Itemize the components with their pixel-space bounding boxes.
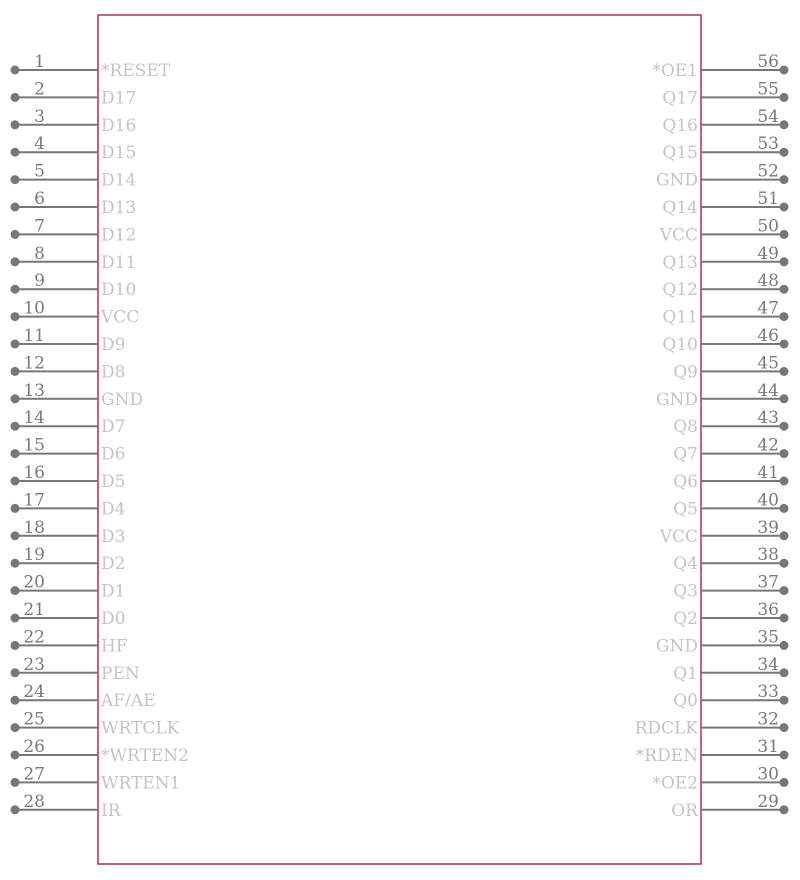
pin-number: 54	[757, 106, 779, 127]
pin-terminal-dot	[780, 668, 789, 677]
pin-number: 10	[23, 298, 45, 319]
pin-terminal-dot	[780, 394, 789, 403]
pin-terminal-dot	[780, 751, 789, 760]
pin-number: 32	[757, 709, 779, 730]
pin-terminal-dot	[780, 312, 789, 321]
right-pin	[673, 408, 788, 437]
pin-terminal-dot	[780, 230, 789, 239]
pin-name: GND	[101, 389, 144, 410]
pin-terminal-dot	[11, 367, 20, 376]
pin-number: 42	[757, 435, 779, 456]
pin-name: Q7	[673, 444, 698, 465]
right-pin	[659, 518, 789, 547]
pin-terminal-dot	[11, 422, 20, 431]
left-pin	[11, 381, 144, 410]
pin-number: 36	[757, 600, 779, 620]
pin-terminal-dot	[780, 285, 789, 294]
left-pin	[11, 162, 137, 191]
pin-terminal-dot	[780, 422, 789, 431]
pin-number: 20	[23, 572, 45, 593]
pin-name: D16	[101, 115, 137, 136]
pin-number: 17	[23, 490, 45, 511]
pin-terminal-dot	[11, 751, 20, 760]
pin-name: D0	[101, 609, 126, 629]
right-pin	[656, 627, 789, 656]
left-pin	[11, 326, 126, 355]
pin-terminal-dot	[780, 367, 789, 376]
pin-name: *OE2	[652, 773, 698, 794]
pin-terminal-dot	[11, 614, 20, 623]
pin-number: 19	[23, 545, 45, 566]
pin-name: D15	[101, 143, 137, 164]
left-pin	[11, 244, 137, 273]
pin-name: D8	[101, 362, 126, 383]
pin-terminal-dot	[11, 175, 20, 184]
pin-number: 52	[757, 161, 779, 182]
pin-terminal-dot	[11, 531, 20, 540]
pin-name: D14	[101, 170, 137, 191]
pin-number: 33	[757, 682, 779, 703]
pin-name: Q12	[662, 280, 698, 301]
right-pin	[673, 353, 788, 382]
pin-number: 41	[757, 463, 779, 483]
pin-number: 13	[23, 380, 45, 401]
pin-number: 51	[757, 189, 779, 209]
left-pin	[11, 655, 140, 684]
pin-name: VCC	[659, 526, 698, 547]
pin-number: 53	[757, 134, 779, 155]
pin-name: GND	[655, 636, 698, 657]
pin-terminal-dot	[11, 394, 20, 403]
pin-terminal-dot	[11, 586, 20, 595]
pin-name: Q13	[662, 252, 698, 273]
pin-number: 5	[34, 161, 45, 182]
pin-terminal-dot	[780, 477, 789, 486]
pin-name: Q9	[673, 362, 698, 383]
pin-name: D1	[101, 581, 126, 602]
right-pin	[652, 764, 788, 793]
pin-name: D10	[101, 280, 137, 301]
pin-number: 15	[23, 435, 45, 456]
pin-name: D13	[101, 198, 137, 218]
left-pin	[11, 216, 137, 245]
left-pin	[11, 299, 140, 328]
pin-number: 39	[757, 517, 779, 538]
pin-terminal-dot	[11, 668, 20, 677]
pin-terminal-dot	[11, 477, 20, 486]
left-pin	[11, 408, 126, 437]
right-pin	[673, 600, 788, 629]
pin-number: 1	[34, 52, 45, 72]
pin-terminal-dot	[780, 559, 789, 568]
right-pin	[673, 655, 788, 684]
pin-name: Q8	[673, 417, 698, 438]
pin-number: 7	[34, 216, 45, 237]
pin-terminal-dot	[780, 723, 789, 732]
pin-name: D2	[101, 554, 126, 575]
left-pin	[11, 463, 126, 492]
right-pin	[656, 162, 789, 191]
left-pin	[11, 134, 137, 163]
left-pin	[11, 710, 180, 739]
pin-terminal-dot	[11, 696, 20, 705]
pin-number: 45	[757, 353, 779, 374]
pin-name: D7	[101, 417, 126, 438]
right-pin	[662, 107, 788, 136]
pin-name: Q3	[673, 581, 698, 602]
pin-name: AF/AE	[101, 691, 156, 712]
right-pin	[662, 271, 788, 300]
pin-number: 22	[23, 627, 45, 648]
pin-terminal-dot	[780, 203, 789, 212]
pin-terminal-dot	[780, 504, 789, 513]
left-pin	[11, 764, 181, 793]
pin-name: *RESET	[101, 61, 171, 81]
pin-number: 50	[757, 216, 779, 237]
pin-number: 55	[757, 79, 779, 100]
pin-name: D5	[101, 472, 126, 492]
left-pin	[11, 107, 137, 136]
pin-name: D6	[101, 444, 126, 465]
pin-name: GND	[655, 389, 698, 410]
pin-number: 8	[34, 243, 45, 264]
pin-number: 2	[34, 79, 45, 100]
pin-name: WRTEN1	[101, 773, 181, 794]
right-pin	[673, 490, 788, 519]
pin-number: 24	[23, 682, 45, 703]
pin-name: Q0	[673, 691, 698, 712]
pin-number: 12	[23, 353, 45, 374]
pin-name: VCC	[101, 307, 140, 328]
pin-number: 31	[757, 737, 779, 757]
pin-number: 49	[757, 243, 779, 264]
pin-name: Q1	[673, 663, 698, 684]
pin-name: Q4	[673, 554, 698, 575]
pin-name: D4	[101, 499, 126, 520]
pin-terminal-dot	[780, 93, 789, 102]
pin-terminal-dot	[11, 66, 20, 75]
left-pin	[11, 436, 126, 465]
pin-terminal-dot	[780, 586, 789, 595]
pin-terminal-dot	[11, 93, 20, 102]
pin-terminal-dot	[11, 723, 20, 732]
pin-terminal-dot	[11, 340, 20, 349]
pin-number: 23	[23, 654, 45, 675]
right-pin	[662, 134, 788, 163]
pin-number: 25	[23, 709, 45, 730]
right-pin	[662, 79, 788, 108]
pin-name: Q6	[673, 472, 698, 492]
pin-name: VCC	[659, 225, 698, 246]
pin-terminal-dot	[11, 203, 20, 212]
pin-name: D17	[101, 88, 137, 109]
pin-name: Q17	[662, 88, 698, 109]
pin-terminal-dot	[11, 805, 20, 814]
left-pin	[11, 737, 189, 766]
right-pin	[662, 244, 788, 273]
pin-number: 47	[757, 298, 779, 319]
pin-terminal-dot	[780, 66, 789, 75]
pin-terminal-dot	[11, 641, 20, 650]
right-pin	[656, 381, 789, 410]
left-pin-group	[11, 52, 189, 821]
pin-number: 40	[757, 490, 779, 511]
pin-number: 43	[757, 408, 779, 429]
component-body	[98, 15, 701, 864]
pin-number: 28	[23, 791, 45, 812]
pin-terminal-dot	[11, 778, 20, 787]
pin-number: 9	[34, 271, 45, 292]
right-pin-group	[635, 52, 789, 821]
left-pin	[11, 189, 137, 218]
pin-number: 11	[23, 326, 45, 346]
pin-name: Q16	[662, 115, 698, 136]
left-pin	[11, 792, 122, 821]
left-pin	[11, 271, 137, 300]
left-pin	[11, 79, 137, 108]
pin-name: GND	[655, 170, 698, 191]
left-pin	[11, 600, 126, 629]
pin-terminal-dot	[780, 148, 789, 157]
left-pin	[11, 353, 126, 382]
pin-terminal-dot	[780, 257, 789, 266]
pin-terminal-dot	[11, 148, 20, 157]
pin-name: Q11	[662, 307, 698, 328]
pin-terminal-dot	[780, 641, 789, 650]
pin-terminal-dot	[780, 449, 789, 458]
pin-number: 26	[23, 737, 45, 757]
pin-name: *WRTEN2	[101, 746, 189, 766]
pin-number: 16	[23, 463, 45, 483]
pin-name: WRTCLK	[101, 718, 180, 739]
pin-number: 46	[757, 326, 779, 346]
left-pin	[11, 682, 156, 711]
right-pin	[659, 216, 789, 245]
pin-name: OR	[671, 800, 698, 821]
pin-name: Q10	[662, 335, 698, 355]
pin-name: Q14	[662, 198, 698, 218]
pin-number: 27	[23, 764, 45, 785]
pin-number: 37	[757, 572, 779, 593]
pin-terminal-dot	[11, 285, 20, 294]
pin-number: 56	[757, 52, 779, 72]
pin-name: *RDEN	[635, 746, 698, 766]
left-pin	[11, 52, 171, 81]
left-pin	[11, 518, 126, 547]
pin-name: Q15	[662, 143, 698, 164]
pin-name: D9	[101, 335, 126, 355]
pin-terminal-dot	[780, 696, 789, 705]
pin-name: *OE1	[652, 61, 698, 81]
pin-name: D3	[101, 526, 126, 547]
right-pin	[671, 792, 788, 821]
pin-terminal-dot	[780, 120, 789, 129]
left-pin	[11, 627, 128, 656]
pin-number: 3	[34, 106, 45, 127]
right-pin	[662, 299, 788, 328]
pin-number: 48	[757, 271, 779, 292]
pin-name: D11	[101, 252, 137, 273]
left-pin	[11, 490, 126, 519]
pin-terminal-dot	[11, 120, 20, 129]
right-pin	[662, 326, 788, 355]
pin-terminal-dot	[780, 175, 789, 184]
pin-name: RDCLK	[634, 718, 698, 739]
pin-number: 34	[757, 654, 779, 675]
pin-terminal-dot	[11, 559, 20, 568]
pin-number: 38	[757, 545, 779, 566]
pin-number: 14	[23, 408, 45, 429]
right-pin	[662, 189, 788, 218]
pin-number: 30	[757, 764, 779, 785]
pin-number: 21	[23, 600, 45, 620]
pin-terminal-dot	[780, 614, 789, 623]
left-pin	[11, 573, 126, 602]
pin-name: Q5	[673, 499, 698, 520]
left-pin	[11, 545, 126, 574]
right-pin	[673, 463, 788, 492]
pin-name: IR	[101, 800, 121, 821]
right-pin	[673, 682, 788, 711]
right-pin	[673, 545, 788, 574]
right-pin	[673, 573, 788, 602]
pin-terminal-dot	[11, 504, 20, 513]
pin-terminal-dot	[780, 805, 789, 814]
pin-number: 4	[34, 134, 45, 155]
right-pin	[635, 710, 789, 739]
pin-name: D12	[101, 225, 137, 246]
pin-number: 18	[23, 517, 45, 538]
pin-terminal-dot	[11, 257, 20, 266]
pin-terminal-dot	[11, 449, 20, 458]
pin-number: 35	[757, 627, 779, 648]
pin-terminal-dot	[780, 340, 789, 349]
pin-number: 6	[34, 189, 45, 209]
pin-terminal-dot	[11, 312, 20, 321]
pin-number: 29	[757, 791, 779, 812]
pin-number: 44	[757, 380, 779, 401]
pin-name: Q2	[673, 609, 698, 629]
pin-terminal-dot	[780, 778, 789, 787]
pin-terminal-dot	[11, 230, 20, 239]
pin-name: PEN	[101, 663, 140, 684]
right-pin	[652, 52, 788, 81]
right-pin	[673, 436, 788, 465]
right-pin	[636, 737, 789, 766]
pin-name: HF	[101, 636, 128, 657]
pin-terminal-dot	[780, 531, 789, 540]
